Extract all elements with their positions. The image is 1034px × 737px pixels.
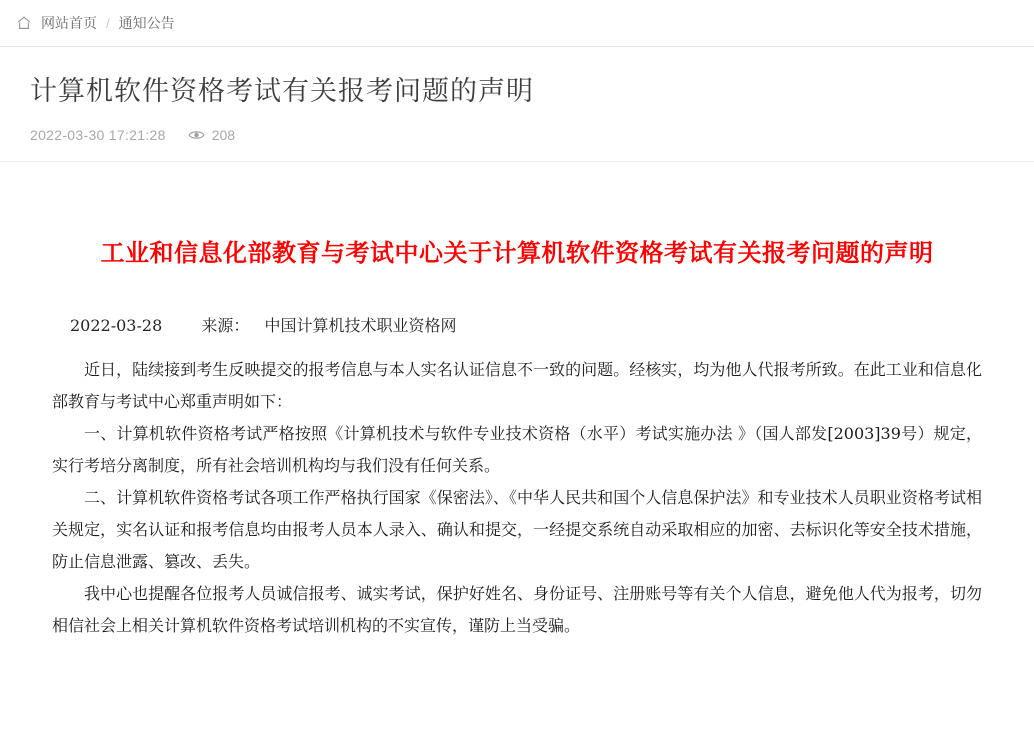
publish-date: 2022-03-30 17:21:28 xyxy=(30,126,166,143)
view-count xyxy=(188,127,235,143)
document-body xyxy=(52,354,982,642)
document-title: 工业和信息化部教育与考试中心关于计算机软件资格考试有关报考问题的声明 xyxy=(100,237,934,267)
page-title: 计算机软件资格考试有关报考问题的声明 xyxy=(30,76,534,106)
breadcrumb-item-home[interactable]: 网站首页 xyxy=(41,15,97,31)
paragraph: 一、计算机软件资格考试严格按照《计算机技术与软件专业技术资格（水平）考试实施办法 》（国人部发[2003]39号）规定，实行考培分离制度，所有社会培训机构均与我们没有任何关系。 xyxy=(52,423,982,475)
document-source-line xyxy=(52,313,982,336)
breadcrumb-separator: / xyxy=(106,15,110,31)
article-meta xyxy=(30,127,1004,161)
breadcrumb xyxy=(0,0,1034,47)
paragraph: 二、计算机软件资格考试各项工作严格执行国家《保密法》、《中华人民共和国个人信息保护法》和专业技术人员职业资格考试相关规定，实名认证和报考信息均由报考人员本人录入、确认和提交，一经提交系统自动采取相应的加密、去标识化等安全技术措施，防止信息泄露、篡改、丢失。 xyxy=(52,487,982,571)
document-source-value: 中国计算机技术职业资格网 xyxy=(264,315,457,335)
paragraph: 近日，陆续接到考生反映提交的报考信息与本人实名认证信息不一致的问题。经核实，均为他人代报考所致。在此工业和信息化部教育与考试中心郑重声明如下： xyxy=(52,359,982,411)
home-icon xyxy=(16,15,32,31)
article-header xyxy=(0,47,1034,162)
view-count-value: 208 xyxy=(211,126,236,143)
document-date: 2022-03-28 xyxy=(70,315,163,335)
paragraph: 我中心也提醒各位报考人员诚信报考、诚实考试，保护好姓名、身份证号、注册账号等有关个人信息，避免他人代为报考，切勿相信社会上相关计算机软件资格考试培训机构的不实宣传，谨防上当受骗。 xyxy=(52,583,982,635)
eye-icon xyxy=(188,129,205,141)
breadcrumb-item-notice: 通知公告 xyxy=(118,15,175,31)
document-source-label: 来源： xyxy=(201,315,250,335)
article-content xyxy=(0,234,1034,642)
